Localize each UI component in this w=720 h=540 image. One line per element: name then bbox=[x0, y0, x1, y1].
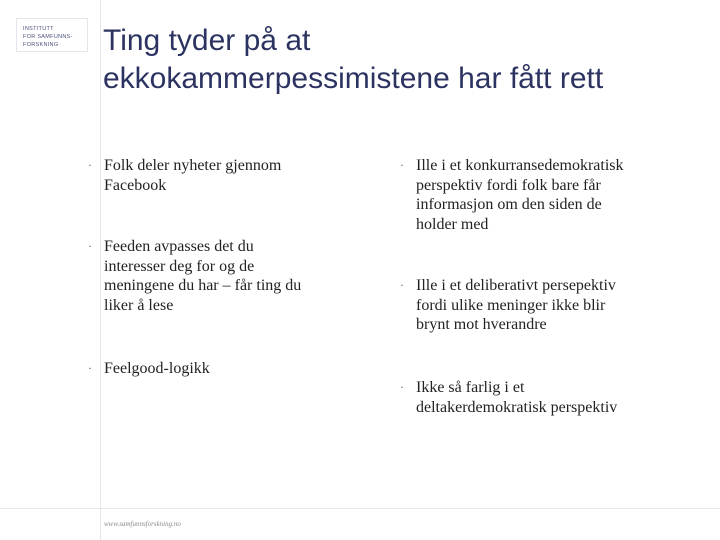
bullet-dot-icon: · bbox=[88, 361, 92, 375]
bullet-line: Ille i et deliberativt persepektiv bbox=[416, 277, 616, 294]
bullet-line: perspektiv fordi folk bare får bbox=[416, 176, 601, 194]
logo-line: FORSKNING bbox=[23, 42, 59, 48]
bullet-line: fordi ulike meninger ikke blir bbox=[416, 296, 606, 314]
bullet-text bbox=[416, 156, 624, 234]
bullet-line: Folk deler nyheter gjennom bbox=[104, 157, 282, 174]
bullet-text bbox=[416, 378, 617, 417]
title-line: ekkokammerpessimistene har fått rett bbox=[103, 62, 604, 95]
bullet-dot-icon: · bbox=[88, 158, 92, 172]
bullet-dot-icon: · bbox=[400, 380, 404, 394]
bullet-line: Ille i et konkurransedemokratisk bbox=[416, 157, 624, 174]
title-line: Ting tyder på at bbox=[103, 24, 311, 57]
vertical-divider bbox=[100, 0, 101, 540]
footer-url: www.samfunnsforskning.no bbox=[104, 520, 181, 528]
logo-line: INSTITUTT bbox=[23, 26, 54, 32]
bullet-text bbox=[416, 276, 616, 335]
bullet-line: liker å lese bbox=[104, 296, 174, 314]
bullet-dot-icon: · bbox=[400, 278, 404, 292]
bullet-text bbox=[104, 156, 281, 195]
bullet-dot-icon: · bbox=[400, 158, 404, 172]
bullet-line: interesser deg for og de bbox=[104, 257, 255, 275]
footer-divider bbox=[0, 508, 720, 509]
bullet-line: brynt mot hverandre bbox=[416, 316, 547, 333]
bullet-text bbox=[104, 237, 301, 315]
bullet-line: Facebook bbox=[104, 176, 167, 194]
bullet-line: deltakerdemokratisk perspektiv bbox=[416, 398, 618, 416]
slide-title bbox=[103, 22, 703, 98]
institute-logo bbox=[16, 18, 88, 52]
bullet-text bbox=[104, 359, 210, 379]
bullet-line: informasjon om den siden de bbox=[416, 196, 602, 213]
bullet-line: meningene du har – får ting du bbox=[104, 277, 302, 294]
bullet-line: Feeden avpasses det du bbox=[104, 238, 254, 255]
logo-line: FOR SAMFUNNS- bbox=[23, 34, 73, 40]
bullet-line: Feelgood-logikk bbox=[104, 360, 210, 377]
bullet-dot-icon: · bbox=[88, 239, 92, 253]
bullet-line: holder med bbox=[416, 215, 489, 233]
bullet-line: Ikke så farlig i et bbox=[416, 379, 525, 396]
